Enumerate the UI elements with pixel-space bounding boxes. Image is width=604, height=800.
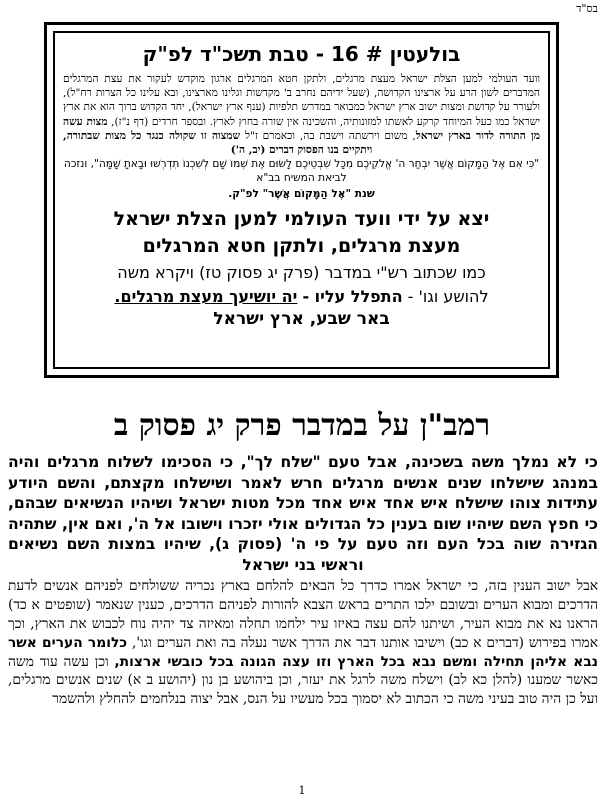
- bulletin-quote-line-1: כמו שכתוב רש"י במדבר (פרק יג פסוק טז) ויקרא משה: [117, 262, 486, 282]
- bulletin-quote-pray: התפלל עליו -: [302, 286, 403, 306]
- page-number: 1: [298, 784, 306, 797]
- bulletin-quote-start: להושע וגו' -: [407, 286, 489, 306]
- bulletin-inner-frame: [53, 31, 550, 369]
- bulletin-body-text-1: וועד העולמי למען הצלת ישראל מעצת מרגלים, ולתקן חטא המרגלים ארגון מוקדש לעקור את עצת המרגלים המדברים לשון הרע על ארצינו הקדושה, (שעל ידיהם נחרב ב' מקדשות וגלינו מארצינו, ובא עלינו כל הצרות רח"ל), ולעורר על קדושת ומצות ישוב ארץ ישראל כמבואר במדרש תלפיות (ענף ארץ ישראל), יחד הקדוש ברוך הוא את ארץ ישראל כמו כעל המיוחד קרקע לאשתו למזונותיה, והשכינה אין שורה בחוץ לארץ. ובספר חרדים (דף נ"ז),: [63, 73, 541, 128]
- bulletin-closing: שנת "אֶל הַמָּקוֹם אֲשֶׁר" לפ"ק.: [228, 187, 375, 200]
- bulletin-issued-line-1: יצא על ידי וועד העולמי למען הצלת ישראל: [113, 207, 490, 230]
- page-mark: בס"ד: [576, 2, 598, 15]
- bulletin-body-text-2: , משום וירשתה וישבת בה, וכאמרם ז"ל: [244, 129, 416, 142]
- bulletin-body-bold-2: שמצוה זו שקולה כנגד כל מצות שבתורה, ויתקיים בנו הפסוק דברים (יב, ה'): [63, 129, 373, 156]
- bulletin-body-bold-1: מצות עשה מן התורה לדור בארץ ישראל: [63, 115, 540, 142]
- ramban-paragraph-bold: כי לא נמלך משה בשכינה, אבל טעם "שלח לך", כי הסכימו לשלוח מרגלים והיה במנהג שישלחו שנים אנשים מרגלים חרש לאמר ושישלחו מקצתם, והשם היודע עתידות צוהו שישלח איש אחד איש אחד מכל מטות ישראל ושיהיו הנשיאים שבהם, כי חפץ השם שיהיו שום בענין כל הגדולים אולי יזכרו וישובו אל ה', ואם אין, שתהיה הגזירה שוה בכל העם וזה טעם על פי ה' (פסוק ג), שיהיו במצות השם נשיאים וראשי בני ישראל: [8, 453, 598, 574]
- bulletin-box: [44, 22, 559, 378]
- ramban-main-text-2: וכן עשה עוד משה כאשר שמענו (להלן כא לב) וישלח משה לרגל את יעזר, וכן ביהושע בן נון (יהושע ב א) שנים אנשים מרגלים, ועל כן היה טוב בעיני משה כי הכתוב לא יסמוך בכל מעשיו על הנס, אבל יצוה בנלחמים להחלץ ולהשמר: [8, 653, 598, 708]
- bulletin-quote-prayer-text: יה יושיעך מעצת מרגלים.: [114, 286, 298, 306]
- bulletin-issued-line-2: מעצת מרגלים, ולתקן חטא המרגלים: [142, 235, 461, 258]
- bulletin-verse: "כִּי אִם אֶל הַמָּקוֹם אֲשֶׁר יִבְחַר ה' אֱלֹקֵיכֶם מִכָּל שִׁבְטֵיכֶם לָשׂוּם אֶת שְׁמוֹ שָׁם לְשִׁכְנוֹ תִדְרְשׁוּ וּבָאתָ שָׁמָּה", ונזכה לביאת המשיח בב"א: [63, 158, 540, 185]
- bulletin-place: באר שבע, ארץ ישראל: [213, 308, 390, 329]
- bulletin-body: [63, 72, 540, 157]
- ramban-main-emphasis: כלומר הערים אשר נבא אליהן תחילה ומשם נבא בכל הארץ וזו עצה הגונה בכל כובשי ארצות,: [8, 634, 598, 670]
- ramban-title: רמב"ן על במדבר פרק יג פסוק ב: [113, 408, 491, 443]
- ramban-paragraph-main: [8, 577, 598, 709]
- ramban-main-text-1: אבל ישוב הענין בזה, כי ישראל אמרו כדרך כל הבאים להלחם בארץ נכריה ששולחים לפניהם אנשים לדעת הדרכים ומבוא הערים ובשובם ילכו התרים בראש הצבא להורות לפניהם הדרכים, כענין שנאמר (שופטים א כד) הראנו נא את מבוא העיר, ושיתנו להם עצה באיזו עיר ילחמו תחלה ומאיזה צד יהיה נוח לכבוש את הארץ, וכך אמרו בפירוש (דברים א כב) וישיבו אותנו דבר את הדרך אשר נעלה בה ואת הערים וגו',: [8, 578, 599, 651]
- bulletin-quote-line-2: [63, 285, 540, 309]
- bulletin-title: בולעטין # 16 - טבת תשכ"ד לפ"ק: [142, 42, 461, 66]
